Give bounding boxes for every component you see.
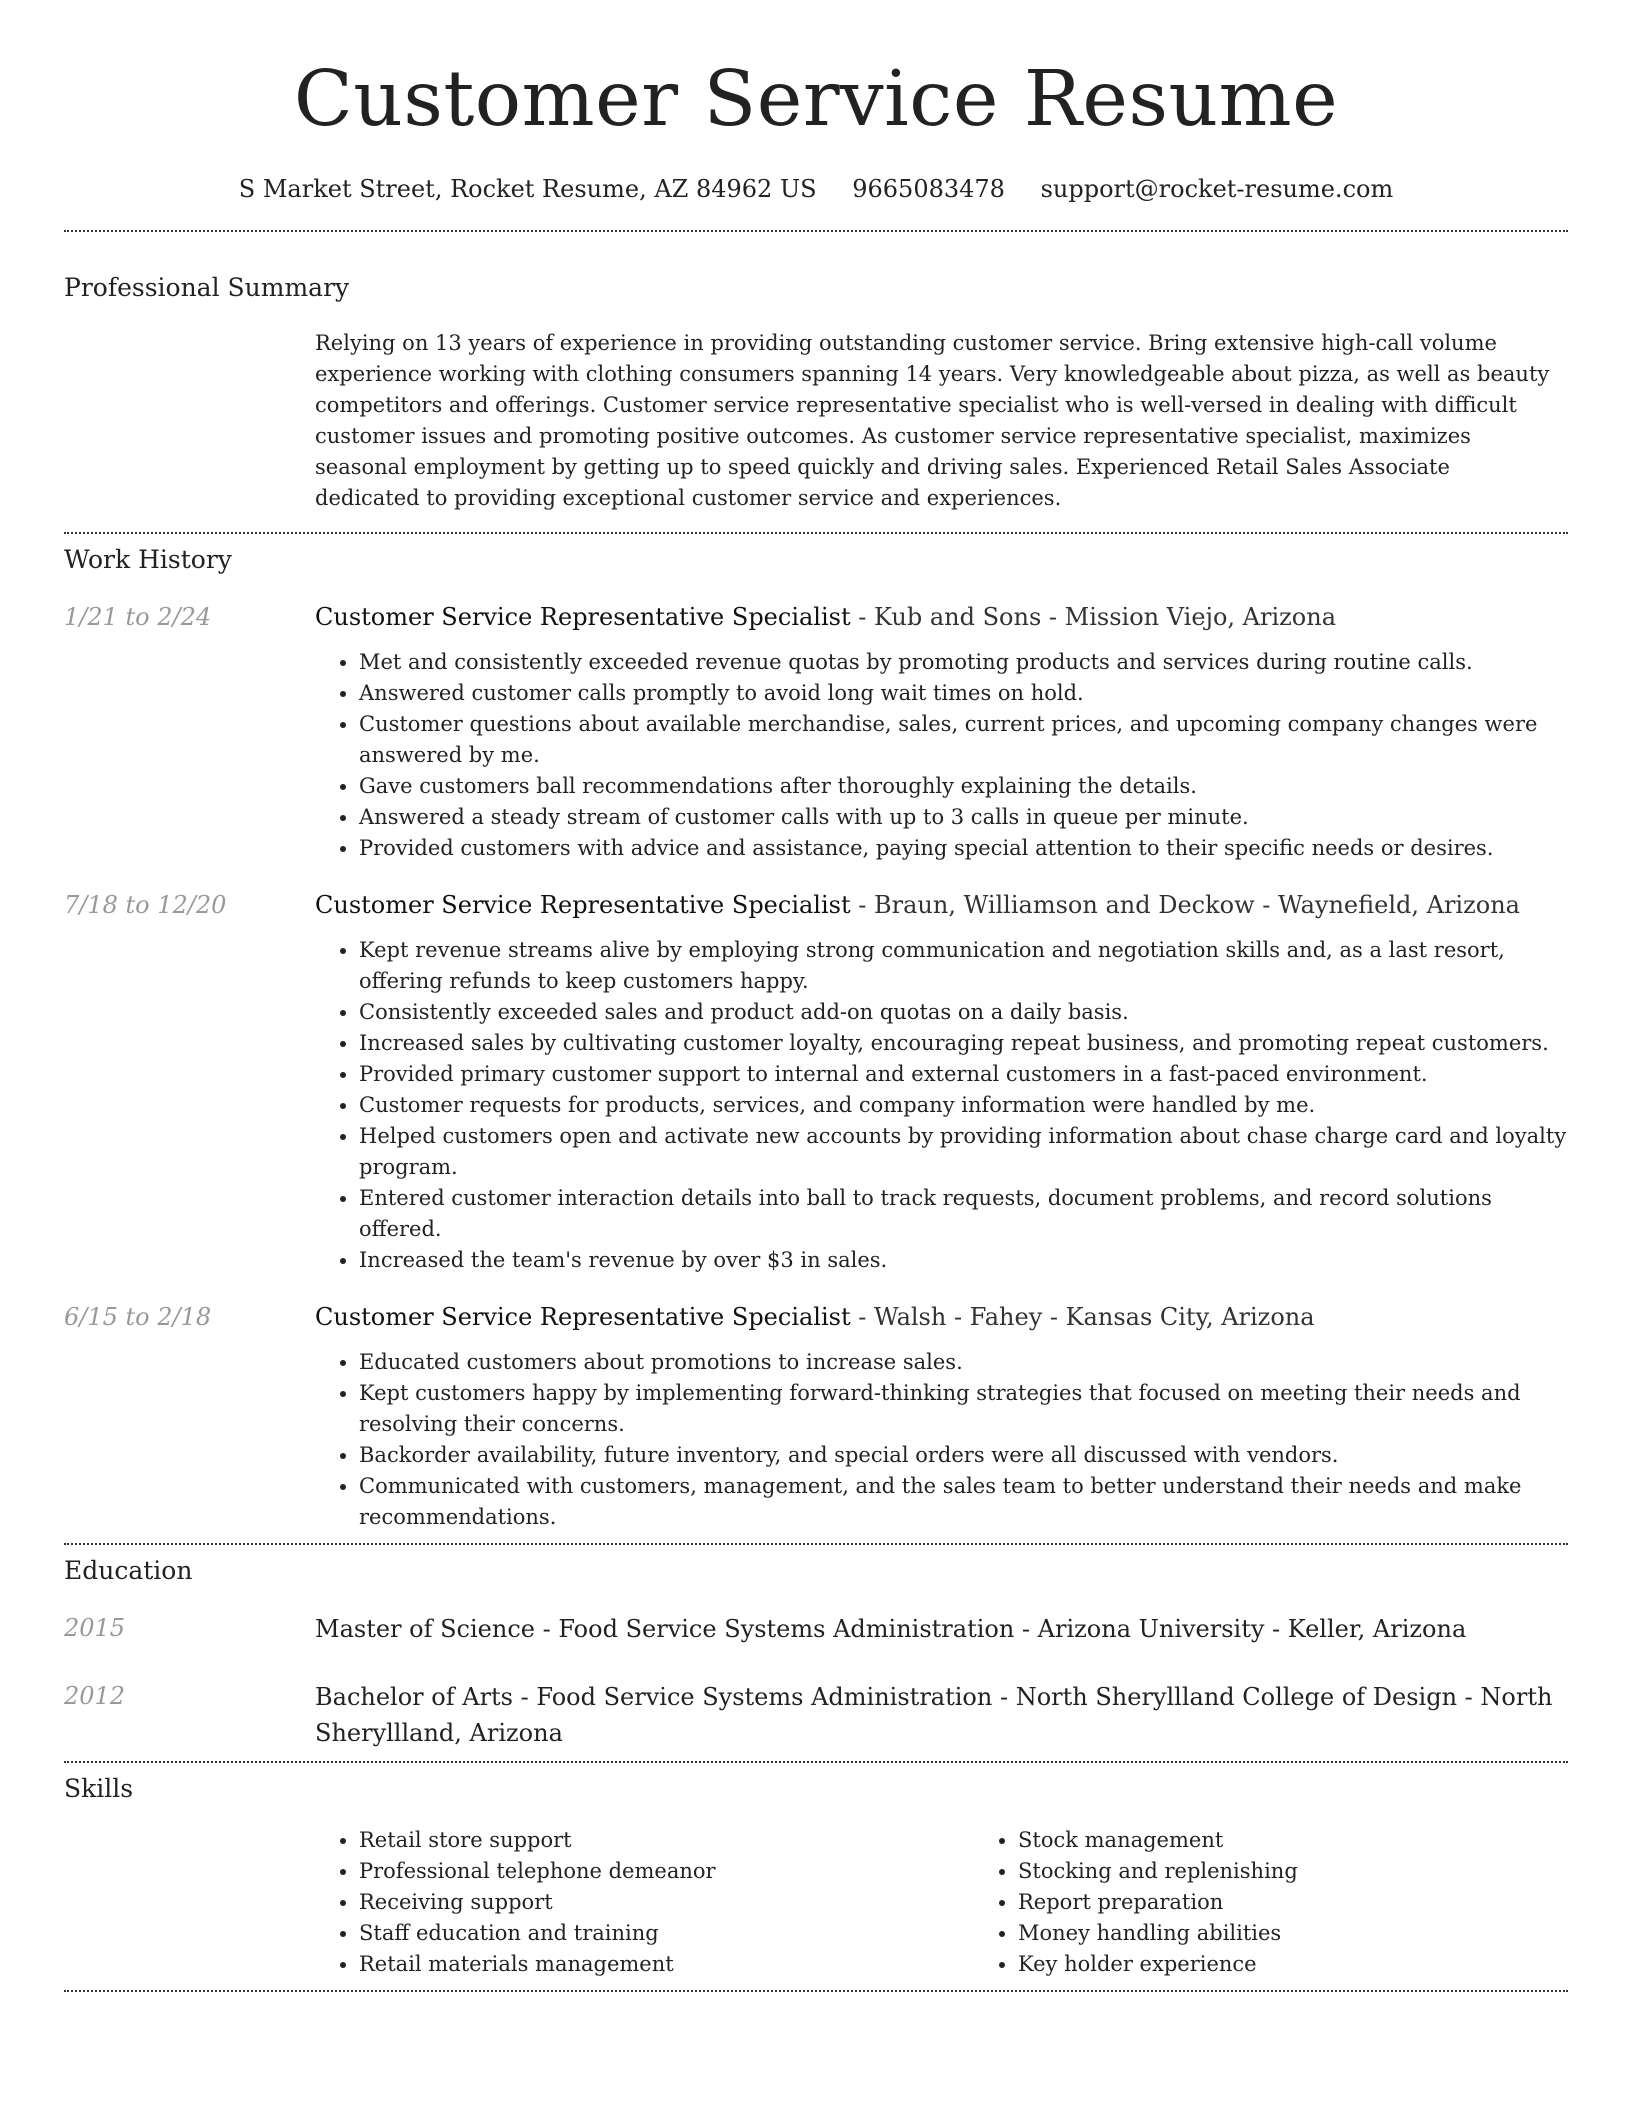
list-item: • Gave customers ball recommendations after thoroughly explaining the details. xyxy=(359,771,1568,802)
education-degree: Master of Science - Food Service Systems Administration xyxy=(315,1615,1015,1643)
job-title xyxy=(315,600,1568,634)
list-item: • Money handling abilities xyxy=(1018,1918,1632,1949)
job-bullets xyxy=(315,1347,1568,1533)
job-content xyxy=(315,1300,1568,1533)
list-item: • Report preparation xyxy=(1018,1887,1632,1918)
contact-address: S Market Street, Rocket Resume, AZ 84962 US xyxy=(238,175,817,203)
list-item: • Key holder experience xyxy=(1018,1949,1632,1980)
job-employer: - Braun, Williamson and Deckow - Waynefield, Arizona xyxy=(850,891,1520,919)
job-content xyxy=(315,600,1568,864)
list-item: • Professional telephone demeanor xyxy=(359,1856,974,1887)
list-item: • Provided primary customer support to internal and external customers in a fast-paced environment. xyxy=(359,1059,1568,1090)
skills-left-spacer xyxy=(64,1825,315,1980)
list-item: • Customer questions about available merchandise, sales, current prices, and upcoming company changes were answered by me. xyxy=(359,709,1568,771)
job-role: Customer Service Representative Specialist xyxy=(315,1303,851,1331)
candidate-name: Customer Service Resume xyxy=(293,55,1339,144)
job-dates: 7/18 to 12/20 xyxy=(64,891,227,919)
education-title xyxy=(315,1611,1568,1647)
education-school: - Arizona University - Keller, Arizona xyxy=(1014,1615,1467,1643)
list-item: • Stock management xyxy=(1018,1825,1632,1856)
list-item: • Answered a steady stream of customer calls with up to 3 calls in queue per minute. xyxy=(359,802,1568,833)
job-employer: - Kub and Sons - Mission Viejo, Arizona xyxy=(850,603,1337,631)
job-bullets xyxy=(315,647,1568,864)
list-item: • Helped customers open and activate new accounts by providing information about chase charge card and loyalty program. xyxy=(359,1121,1568,1183)
contact-phone: 9665083478 xyxy=(852,175,1005,203)
summary-heading: Professional Summary xyxy=(64,273,350,302)
education-degree: Bachelor of Arts - Food Service Systems Administration xyxy=(315,1683,993,1711)
job-role: Customer Service Representative Specialist xyxy=(315,891,851,919)
job-entry xyxy=(64,888,1568,1276)
list-item: • Provided customers with advice and assistance, paying special attention to their specific needs or desires. xyxy=(359,833,1568,864)
education-title xyxy=(315,1679,1568,1751)
job-dates: 6/15 to 2/18 xyxy=(64,1303,212,1331)
list-item: • Kept customers happy by implementing forward-thinking strategies that focused on meeting their needs and resolving their concerns. xyxy=(359,1378,1568,1440)
summary-row xyxy=(64,328,1568,514)
education-divider xyxy=(64,1761,1568,1763)
job-bullets xyxy=(315,935,1568,1276)
job-title xyxy=(315,888,1568,922)
summary-divider xyxy=(64,532,1568,534)
education-year: 2015 xyxy=(64,1614,126,1642)
list-item: • Backorder availability, future inventory, and special orders were all discussed with vendors. xyxy=(359,1440,1568,1471)
education-heading: Education xyxy=(64,1556,193,1585)
list-item: • Kept revenue streams alive by employing strong communication and negotiation skills and, as a last resort, offering refunds to keep customers happy. xyxy=(359,935,1568,997)
list-item: • Communicated with customers, management, and the sales team to better understand their needs and make recommendations. xyxy=(359,1471,1568,1533)
list-item: • Entered customer interaction details into ball to track requests, document problems, and record solutions offered. xyxy=(359,1183,1568,1245)
work-heading: Work History xyxy=(64,545,232,574)
list-item: • Stocking and replenishing xyxy=(1018,1856,1632,1887)
list-item: • Increased the team's revenue by over $3 in sales. xyxy=(359,1245,1568,1276)
job-entry xyxy=(64,1300,1568,1533)
education-year: 2012 xyxy=(64,1682,126,1710)
job-title xyxy=(315,1300,1568,1334)
resume-header xyxy=(64,0,1568,204)
contact-email: support@rocket-resume.com xyxy=(1040,175,1394,203)
list-item: • Staff education and training xyxy=(359,1918,974,1949)
list-item: • Consistently exceeded sales and product add-on quotas on a daily basis. xyxy=(359,997,1568,1028)
skills-list-right xyxy=(974,1825,1632,1980)
job-content xyxy=(315,888,1568,1276)
skills-heading: Skills xyxy=(64,1774,134,1803)
list-item: • Retail materials management xyxy=(359,1949,974,1980)
education-entry xyxy=(64,1679,1568,1751)
list-item: • Receiving support xyxy=(359,1887,974,1918)
job-role: Customer Service Representative Specialist xyxy=(315,603,851,631)
skills-divider xyxy=(64,1990,1568,1992)
header-divider xyxy=(64,230,1568,232)
summary-left-spacer xyxy=(64,328,315,514)
list-item: • Customer requests for products, services, and company information were handled by me. xyxy=(359,1090,1568,1121)
skills-row xyxy=(64,1825,1568,1980)
work-divider xyxy=(64,1543,1568,1545)
job-dates: 1/21 to 2/24 xyxy=(64,603,212,631)
skills-list-left xyxy=(315,1825,974,1980)
list-item: • Educated customers about promotions to increase sales. xyxy=(359,1347,1568,1378)
list-item: • Met and consistently exceeded revenue quotas by promoting products and services during routine calls. xyxy=(359,647,1568,678)
summary-text: Relying on 13 years of experience in providing outstanding customer service. Bring extensive high-call volume experience working with clothing consumers spanning 14 years. Very knowledgeable about pizza, as well as beauty competitors and offerings. Customer service representative specialist who is well-versed in dealing with difficult customer issues and promoting positive outcomes. As customer service representative specialist, maximizes seasonal employment by getting up to speed quickly and driving sales. Experienced Retail Sales Associate dedicated to providing exceptional customer service and experiences. xyxy=(315,331,1550,510)
contact-line xyxy=(64,174,1568,204)
list-item: • Answered customer calls promptly to avoid long wait times on hold. xyxy=(359,678,1568,709)
job-employer: - Walsh - Fahey - Kansas City, Arizona xyxy=(850,1303,1315,1331)
list-item: • Increased sales by cultivating customer loyalty, encouraging repeat business, and promoting repeat customers. xyxy=(359,1028,1568,1059)
education-entry xyxy=(64,1611,1568,1647)
job-entry xyxy=(64,600,1568,864)
list-item: • Retail store support xyxy=(359,1825,974,1856)
skills-grid xyxy=(315,1825,1632,1980)
education-school: - North Sheryllland College of Design - North Sheryllland, Arizona xyxy=(315,1683,1553,1747)
